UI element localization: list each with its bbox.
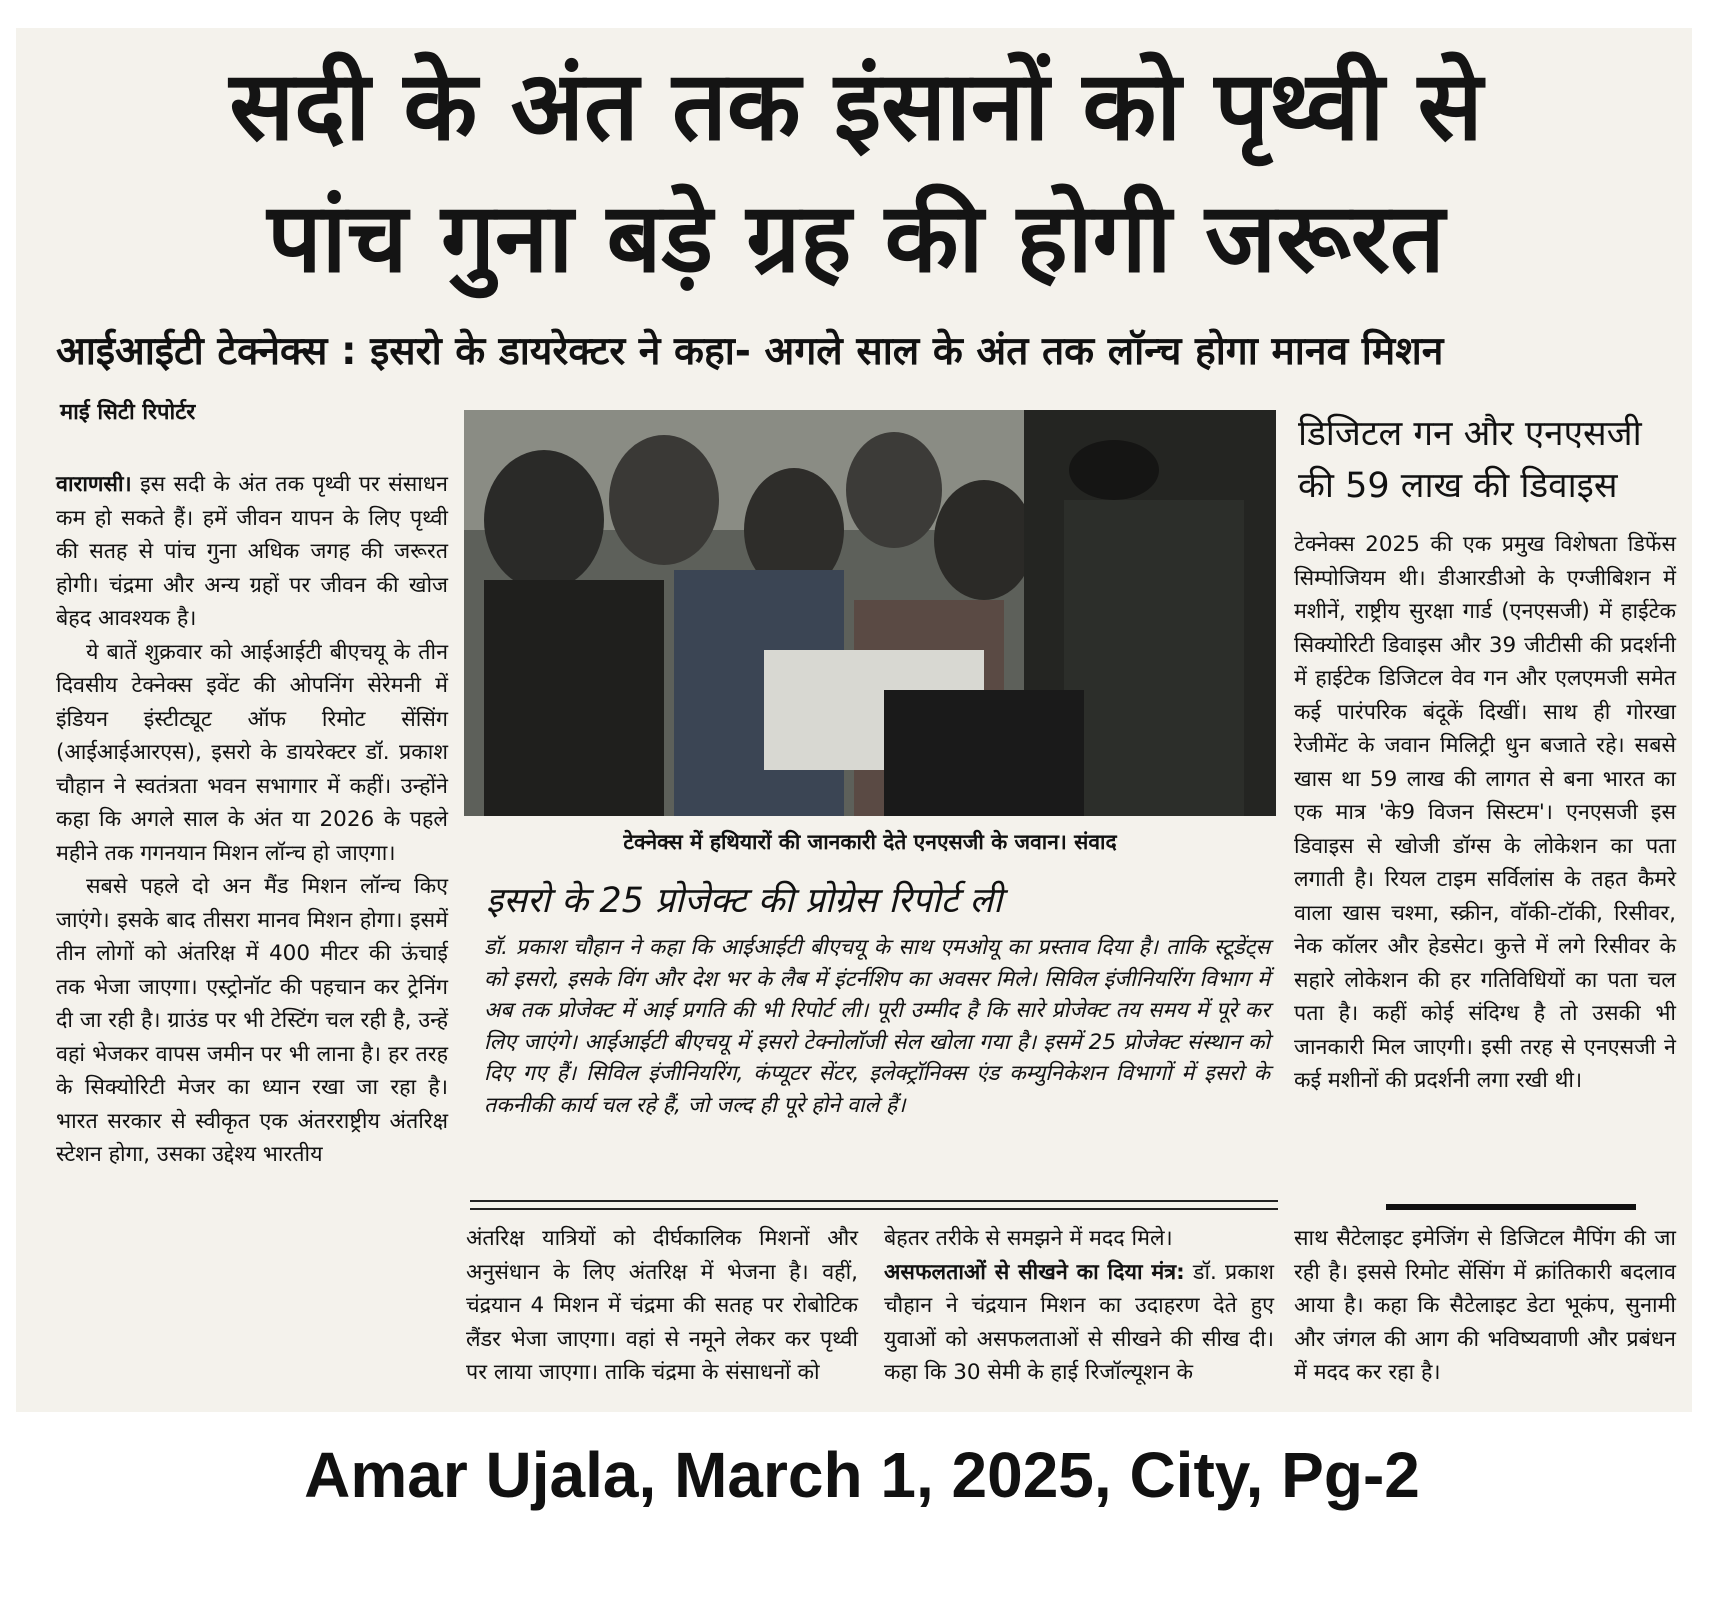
isro-box-text: डॉ. प्रकाश चौहान ने कहा कि आईआईटी बीएचयू के साथ एमओयू का प्रस्ताव दिया है। ताकि स्टूडेंट्स को इसरो, इसके विंग और देश भर के लैब में इंटर्नशिप का अवसर मिले। सिविल इंजीनियरिंग विभाग में अब तक प्रोजेक्ट में आई प्रगति की भी रिपोर्ट ली। पूरी उम्मीद है कि सारे प्रोजेक्ट तय समय में पूरे कर लिए जाएंगे। आईआईटी बीएचयू में इसरो टेक्नोलॉजी सेल खोला गया है। इसमें 25 प्रोजेक्ट संस्थान को दिए गए हैं। सिविल इंजीनियरिंग, कंप्यूटर सेंटर, इलेक्ट्रॉनिक्स एंड कम्युनिकेशन विभागों में इसरो के तकनीकी कार्य चल रहे हैं, जो जल्द ही पूरे होने वाले हैं।	[484, 935, 1270, 1118]
failures-subheading: असफलताओं से सीखने का दिया मंत्र:	[884, 1259, 1185, 1285]
main-story-column-1	[56, 468, 448, 1172]
side-divider	[1386, 1204, 1636, 1210]
main-story-column-3	[884, 1222, 1274, 1390]
main-story-paragraph-1: इस सदी के अंत तक पृथ्वी पर संसाधन कम हो सकते हैं। हमें जीवन यापन के लिए पृथ्वी की सतह से पांच गुना अधिक जगह की जरूरत होगी। चंद्रमा और अन्य ग्रहों पर जीवन की खोज बेहद आवश्यक है।	[56, 472, 448, 631]
news-photo	[464, 410, 1276, 816]
main-story-paragraph-3: सबसे पहले दो अन मैंड मिशन लॉन्च किए जाएंगे। इसके बाद तीसरा मानव मिशन होगा। इसमें तीन लोगों को अंतरिक्ष में 400 मीटर की ऊंचाई तक भेजा जाएगा। एस्ट्रोनॉट की पहचान कर ट्रेनिंग दी जा रही है। ग्राउंड पर भी टेस्टिंग चल रही है, उन्हें वहां भेजकर वापस जमीन पर भी लाना है। हर तरह के सिक्योरिटी मेजर का ध्यान रखा जा रहा है। भारत सरकार से स्वीकृत एक अंतरराष्ट्रीय अंतरिक्ष स्टेशन होगा, उसका उद्देश्य भारतीय	[56, 874, 448, 1167]
dateline: वाराणसी।	[56, 472, 132, 497]
byline: माई सिटी रिपोर्टर	[60, 400, 196, 425]
subheadline: आईआईटी टेक्नेक्स : इसरो के डायरेक्टर ने कहा- अगले साल के अंत तक लॉन्च होगा मानव मिशन	[56, 329, 1444, 374]
headline-line-1: सदी के अंत तक इंसानों को पृथ्वी से	[229, 50, 1483, 162]
main-story-paragraph-2: ये बातें शुक्रवार को आईआईटी बीएचयू के तीन दिवसीय टेक्नेक्स इवेंट की ओपनिंग सेरेमनी में इंडियन इंस्टीट्यूट ऑफ रिमोट सेंसिंग (आईआईआरएस), इसरो के डायरेक्टर डॉ. प्रकाश चौहान ने स्वतंत्रता भवन सभागार में कहीं। उन्होंने कहा कि अगले साल के अंत या 2026 के पहले महीने तक गगनयान मिशन लॉन्च हो जाएगा।	[56, 639, 448, 866]
newspaper-clipping	[16, 28, 1692, 1412]
main-story-column-4: साथ सैटेलाइट इमेजिंग से डिजिटल मैपिंग की जा रही है। इससे रिमोट सेंसिंग में क्रांतिकारी बदलाव आया है। कहा कि सैटेलाइट डेटा भूकंप, सुनामी और जंगल की आग की भविष्यवाणी और प्रबंधन में मदद कर रहा है।	[1294, 1226, 1676, 1385]
photo-caption: टेक्नेक्स में हथियारों की जानकारी देते एनएसजी के जवान। संवाद	[623, 830, 1117, 854]
photo-illustration	[464, 410, 1276, 816]
side-story-text: टेक्नेक्स 2025 की एक प्रमुख विशेषता डिफेंस सिम्पोजियम थी। डीआरडीओ के एग्जीबिशन में मशीनें, राष्ट्रीय सुरक्षा गार्ड (एनएसजी) में हाईटेक सिक्योरिटी डिवाइस और 39 जीटीसी की प्रदर्शनी में हाईटेक डिजिटल वेव गन और एलएमजी समेत कई पारंपरिक बंदूकें दिखीं। साथ ही गोरखा रेजीमेंट के जवान मिलिट्री धुन बजाते रहे। सबसे खास था 59 लाख की लागत से बना भारत का एक मात्र 'के9 विजन सिस्टम'। एनएसजी इस डिवाइस से खोजी डॉग्स के लोकेशन का पता लगाती है। रियल टाइम सर्विलांस के तहत कैमरे वाला खास चश्मा, स्क्रीन, वॉकी-टॉकी, रिसीवर, नेक कॉलर और हेडसेट। कुत्ते में लगे रिसीवर के सहारे लोकेशन की हर गतिविधियों का पता चल पता है। कहीं कोई संदिग्ध है तो उसकी भी जानकारी मिल जाएगी। इसी तरह से एनएसजी ने कई मशीनों की प्रदर्शनी लगा रखी थी।	[1294, 532, 1676, 1093]
isro-box-title: इसरो के 25 प्रोजेक्ट की प्रोग्रेस रिपोर्ट ली	[486, 881, 1003, 921]
side-story-title: डिजिटल गन और एनएसजी की 59 लाख की डिवाइस	[1298, 414, 1642, 506]
headline-line-2: पांच गुना बड़े ग्रह की होगी जरूरत	[267, 182, 1445, 294]
section-divider	[470, 1200, 1278, 1210]
main-story-column-3-paragraph-2: डॉ. प्रकाश चौहान ने चंद्रयान मिशन का उदाहरण देते हुए युवाओं को असफलताओं से सीखने की सीख दी। कहा कि 30 सेमी के हाई रिजॉल्यूशन के	[884, 1259, 1274, 1385]
main-story-column-2: अंतरिक्ष यात्रियों को दीर्घकालिक मिशनों और अनुसंधान के लिए अंतरिक्ष में भेजना है। वहीं, चंद्रयान 4 मिशन में चंद्रमा की सतह पर रोबोटिक लैंडर भेजा जाएगा। वहां से नमूने लेकर कर पृथ्वी पर लाया जाएगा। ताकि चंद्रमा के संसाधनों को	[466, 1226, 858, 1385]
source-footer: Amar Ujala, March 1, 2025, City, Pg-2	[304, 1439, 1420, 1511]
main-story-column-3-paragraph-1: बेहतर तरीके से समझने में मदद मिले।	[884, 1226, 1173, 1251]
